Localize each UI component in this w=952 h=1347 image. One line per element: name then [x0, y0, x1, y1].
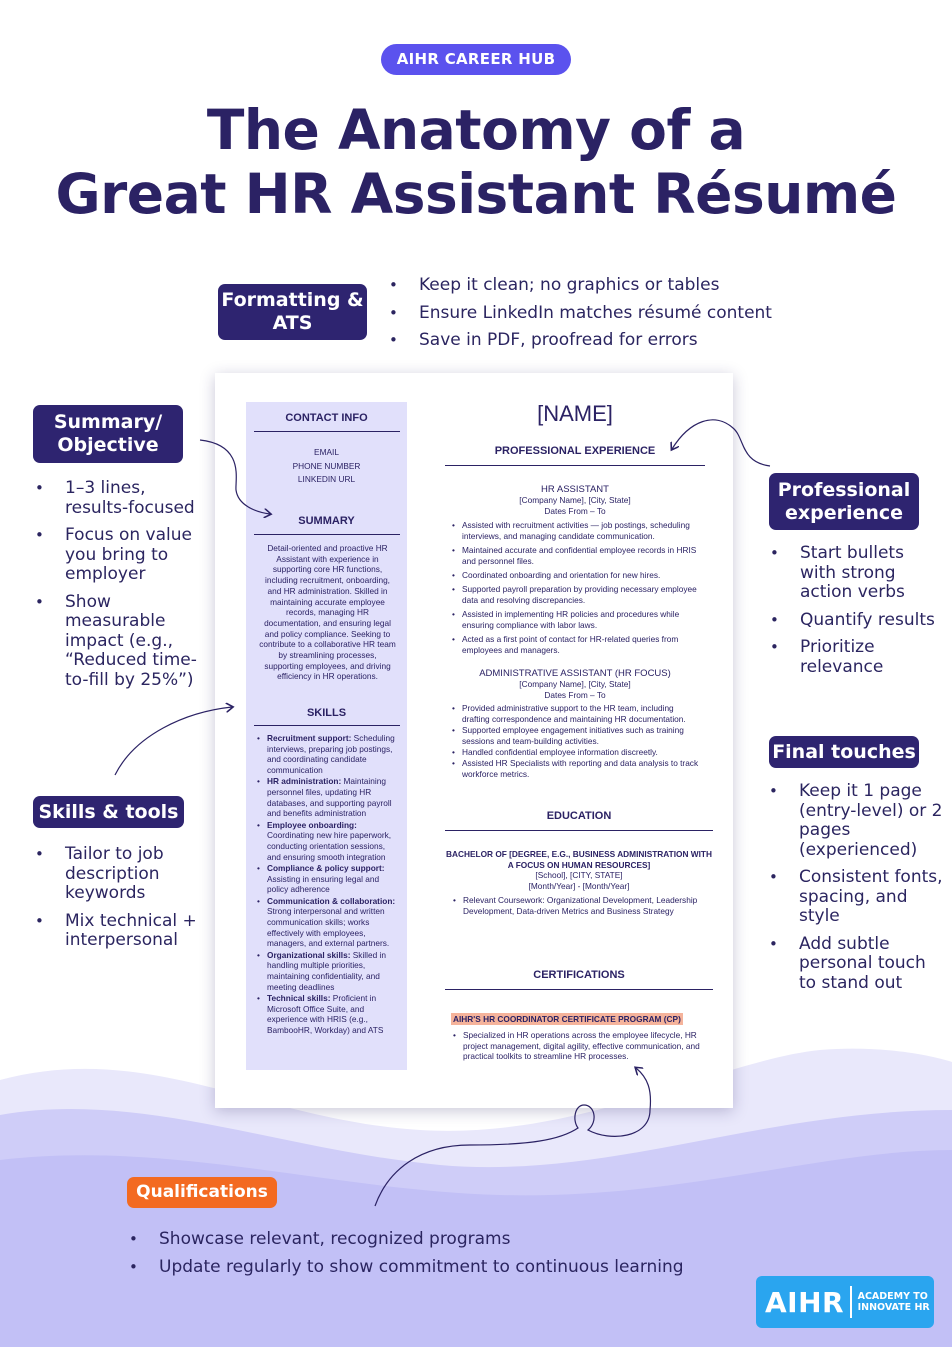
summary-objective-label: Summary/ Objective [53, 411, 163, 456]
skills-notes-list [35, 845, 210, 959]
skills-point: • Tailor to job description keywords [35, 845, 210, 904]
job-company: [Company Name], [City, State] [519, 679, 631, 689]
skills-tools-tag [33, 796, 184, 828]
job-hr-assistant [450, 484, 700, 659]
skill-item [255, 733, 401, 776]
formatting-point: • Save in PDF, proofread for errors [389, 331, 809, 351]
skill-item [255, 950, 401, 993]
job-title: HR ASSISTANT [541, 484, 609, 495]
professional-experience-label: Professional experience [777, 478, 911, 524]
skill-text: Strong interpersonal and written communication skills; works effectively with employees, managers, and external partners. [267, 906, 390, 949]
skill-text: Maintaining personnel files, updating HR databases, and supporting payroll and benefits administration [267, 776, 392, 819]
experience-heading: PROFESSIONAL EXPERIENCE [494, 445, 656, 457]
professional-experience-tag [769, 473, 919, 530]
resume-name: [NAME] [537, 401, 613, 426]
job-admin-assistant [450, 668, 700, 780]
skill-label: HR administration: [267, 776, 342, 787]
experience-point: • Start bullets with strong action verbs [770, 544, 940, 603]
education-school: [School], [CITY, STATE] [535, 870, 623, 881]
job-bullet: • Coordinated onboarding and orientation for new hires. [450, 570, 700, 581]
contact-linkedin: LINKEDIN URL [297, 474, 356, 484]
skills-point: • Mix technical + interpersonal [35, 912, 210, 951]
skill-label: Communication & collaboration: [267, 895, 396, 906]
skill-text: Assisting in ensuring legal and policy adherence [267, 873, 380, 895]
summary-text: Detail-oriented and proactive HR Assistant with experience in supporting core HR functions, including recruitment, onboarding, and HR administration. Skilled in maintaining accurate employee records, managing HR documentation, and ensuring legal and policy compliance. Seeking to contribute to a collaborative HR team by streamlining processes, supporting employees, and driving efficiency in HR operations. [259, 543, 396, 682]
summary-point: • 1–3 lines, results-focused [35, 479, 210, 518]
final-touches-label: Final touches [772, 740, 916, 763]
skill-item [255, 820, 401, 863]
final-point: • Keep it 1 page (entry-level) or 2 pages (experienced) [769, 782, 944, 860]
summary-objective-tag [33, 405, 183, 463]
skill-item [255, 896, 401, 950]
qualifications-point: • Update regularly to show commitment to continuous learning [129, 1258, 749, 1278]
logo-divider [850, 1286, 852, 1318]
job-bullets [450, 520, 700, 655]
education-dates: [Month/Year] - [Month/Year] [528, 881, 630, 892]
experience-notes-list [770, 544, 940, 685]
education-degree: BACHELOR OF [DEGREE, E.G., BUSINESS ADMINISTRATION WITH A FOCUS ON HUMAN RESOURCES] [446, 849, 712, 870]
summary-point: • Show measurable impact (e.g., “Reduced time-to-fill by 25%”) [35, 593, 210, 691]
summary-notes-list [35, 479, 210, 698]
certification-entry [451, 1007, 713, 1066]
education-entry [445, 849, 713, 920]
formatting-list [389, 276, 809, 359]
skill-item [255, 776, 401, 819]
formatting-point: • Ensure LinkedIn matches résumé content [389, 304, 809, 324]
formatting-ats-label: Formatting & ATS [221, 289, 364, 334]
career-hub-badge: AIHR CAREER HUB [381, 44, 571, 75]
skill-text: Coordinating new hire paperwork, conducting orientation sessions, and ensuring smooth integration [267, 830, 392, 862]
final-touches-tag [769, 736, 919, 768]
formatting-ats-tag [218, 284, 367, 340]
skill-item [255, 993, 401, 1036]
job-bullets [450, 703, 700, 779]
skills-tools-label: Skills & tools [38, 800, 179, 823]
contact-email: EMAIL [314, 447, 339, 457]
job-dates: Dates From – To [544, 505, 606, 516]
job-bullet: • Assisted HR Specialists with reporting and data analysis to track workforce metrics. [450, 758, 700, 779]
qualifications-tag [127, 1177, 277, 1208]
skill-label: Technical skills: [267, 992, 331, 1003]
job-bullet: • Supported payroll preparation by providing necessary employee data and resolving discrepancies. [450, 584, 700, 605]
summary-point: • Focus on value you bring to employer [35, 526, 210, 585]
education-bullets [451, 895, 701, 916]
job-bullet: • Supported employee engagement initiatives such as training sessions and team-building activities. [450, 725, 700, 746]
job-bullet: • Acted as a first point of contact for HR-related queries from employees and managers. [450, 634, 700, 655]
certification-bullets [451, 1030, 701, 1062]
experience-point: • Prioritize relevance [770, 638, 940, 677]
job-company: [Company Name], [City, State] [519, 495, 631, 505]
skill-item [255, 863, 401, 895]
summary-heading: SUMMARY [298, 515, 355, 527]
contact-phone: PHONE NUMBER [292, 460, 361, 471]
contact-details [246, 446, 407, 487]
job-bullet: • Maintained accurate and confidential employee records in HRIS and personnel files. [450, 545, 700, 566]
page-title [0, 98, 952, 226]
education-bullet: • Relevant Coursework: Organizational Development, Leadership Development, Data-driven Metrics and Business Strategy [451, 895, 701, 916]
logo-mark: AIHR [765, 1285, 845, 1319]
job-bullet: • Provided administrative support to the HR team, including drafting correspondence and maintaining HR documentation. [450, 703, 700, 724]
education-divider [445, 830, 713, 831]
experience-point: • Quantify results [770, 611, 940, 631]
contact-divider [254, 431, 400, 432]
skill-label: Employee onboarding: [267, 819, 357, 830]
skill-label: Organizational skills: [267, 949, 351, 960]
certifications-divider [445, 989, 713, 990]
certifications-heading: CERTIFICATIONS [533, 969, 625, 981]
qualifications-point: • Showcase relevant, recognized programs [129, 1230, 749, 1250]
summary-divider [254, 534, 400, 535]
aihr-logo [756, 1276, 934, 1328]
logo-tagline-line2: INNOVATE HR [857, 1302, 930, 1313]
job-bullet: • Assisted with recruitment activities — job postings, scheduling interviews, and managing candidate communication. [450, 520, 700, 541]
final-point: • Consistent fonts, spacing, and style [769, 868, 944, 927]
resume-sample [215, 373, 733, 1108]
skill-text: Skilled in handling multiple priorities, maintaining confidentiality, and meeting deadlines [267, 949, 386, 992]
final-point: • Add subtle personal touch to stand out [769, 935, 944, 994]
job-title: ADMINISTRATIVE ASSISTANT (HR FOCUS) [479, 668, 671, 679]
certification-program: AIHR'S HR COORDINATOR CERTIFICATE PROGRAM (CP) [453, 1014, 681, 1024]
skill-label: Recruitment support: [267, 733, 352, 743]
job-bullet: • Assisted in implementing HR policies and procedures while ensuring compliance with labor laws. [450, 609, 700, 630]
certification-bullet: • Specialized in HR operations across the employee lifecycle, HR project management, digital agility, effective communication, and practical toolkits to streamline HR processes. [451, 1030, 701, 1062]
logo-tagline-line1: ACADEMY TO [857, 1291, 928, 1302]
education-heading: EDUCATION [546, 810, 612, 822]
contact-info-heading: CONTACT INFO [285, 412, 368, 424]
skill-text: Proficient in Microsoft Office Suite, and experience with HRIS (e.g., BambooHR, Workday) and ATS [267, 992, 384, 1035]
qualifications-label: Qualifications [136, 1182, 268, 1202]
qualifications-list [129, 1230, 749, 1285]
formatting-point: • Keep it clean; no graphics or tables [389, 276, 809, 296]
title-line-2: Great HR Assistant Résumé [55, 162, 897, 226]
title-line-1: The Anatomy of a [206, 98, 746, 162]
skill-text: Scheduling interviews, preparing job postings, and coordinating candidate communication [267, 733, 395, 776]
skill-label: Compliance & policy support: [267, 862, 385, 873]
job-dates: Dates From – To [544, 689, 606, 700]
skills-list [255, 733, 401, 1036]
skills-heading: SKILLS [306, 707, 347, 719]
final-notes-list [769, 782, 944, 1001]
job-bullet: • Handled confidential employee information discreetly. [450, 747, 700, 758]
skills-divider [254, 725, 400, 726]
logo-tagline [858, 1291, 930, 1313]
experience-divider [445, 465, 705, 466]
